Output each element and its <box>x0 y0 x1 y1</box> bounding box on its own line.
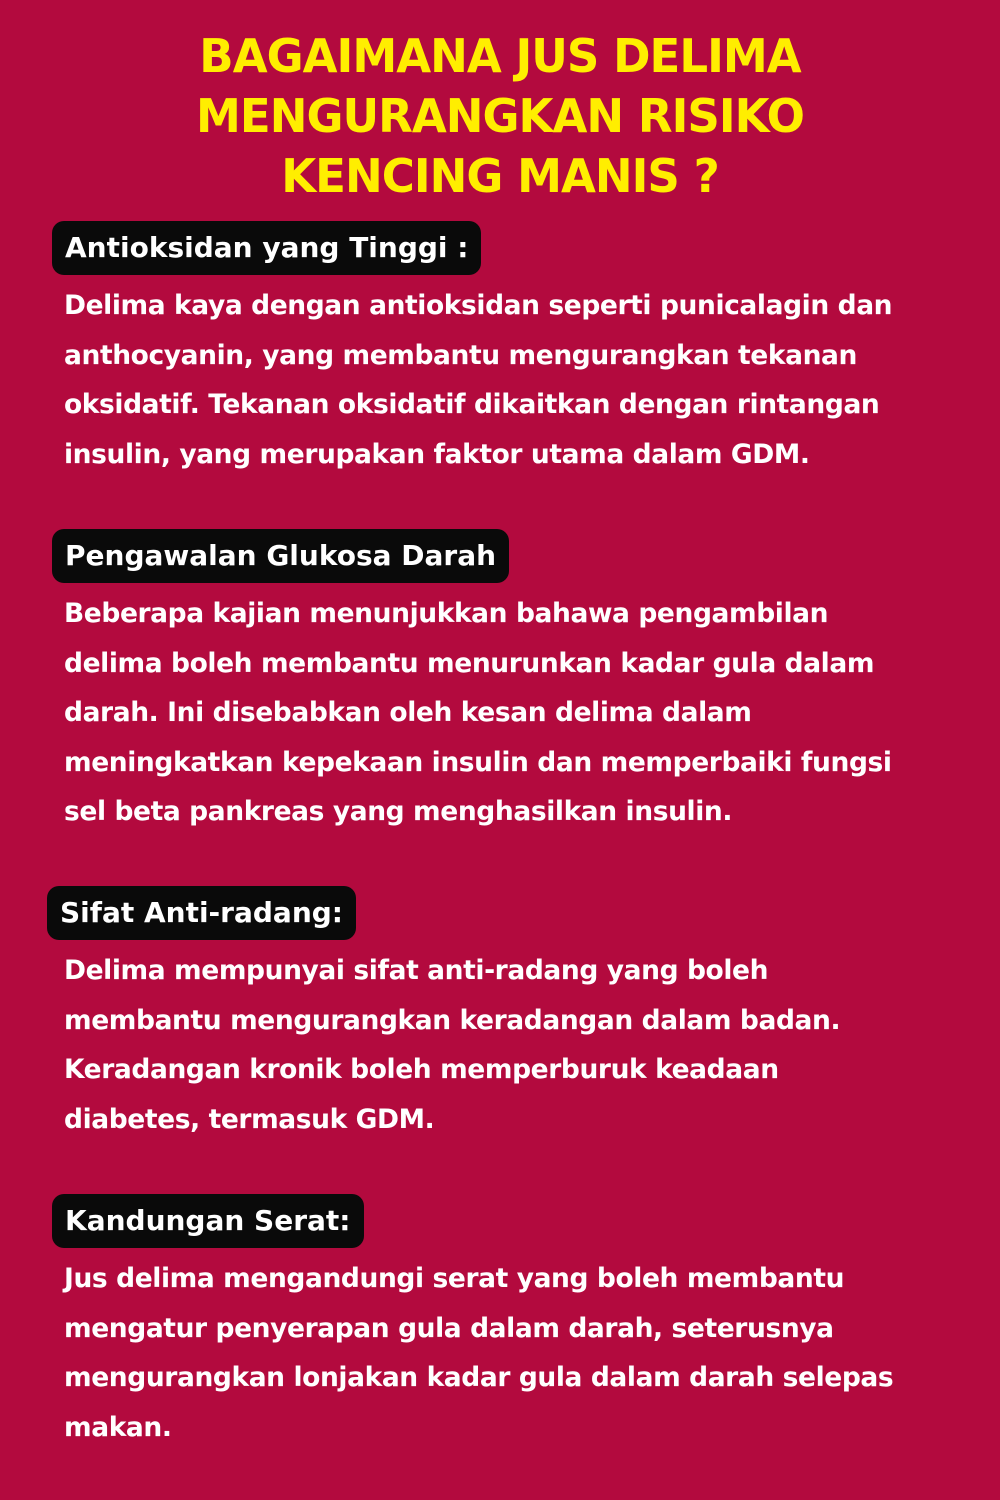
body-line: oksidatif. Tekanan oksidatif dikaitkan dengan rintangan <box>64 389 880 420</box>
section-body-kandungan-serat <box>64 1254 974 1452</box>
page-title <box>0 26 1000 206</box>
section-body-pengawalan-glukosa <box>64 589 974 837</box>
body-line: sel beta pankreas yang menghasilkan insulin. <box>64 796 733 827</box>
body-line: Jus delima mengandungi serat yang boleh membantu <box>64 1263 845 1294</box>
section-heading-antioksidan: Antioksidan yang Tinggi : <box>52 221 481 275</box>
section-body-antioksidan <box>64 281 974 479</box>
body-line: makan. <box>64 1411 172 1443</box>
body-line: meningkatkan kepekaan insulin dan memperbaiki fungsi <box>64 746 892 778</box>
body-line: Delima mempunyai sifat anti-radang yang boleh <box>64 955 769 986</box>
section-heading-anti-radang: Sifat Anti-radang: <box>47 886 356 940</box>
body-line: mengurangkan lonjakan kadar gula dalam darah selepas <box>64 1362 894 1393</box>
body-line: darah. Ini disebabkan oleh kesan delima dalam <box>64 697 752 728</box>
body-line: Delima kaya dengan antioksidan seperti punicalagin dan <box>64 290 893 321</box>
body-line: anthocyanin, yang membantu mengurangkan tekanan <box>64 339 857 371</box>
body-line: Keradangan kronik boleh memperburuk keadaan <box>64 1054 779 1085</box>
section-body-anti-radang <box>64 946 974 1144</box>
section-heading-pengawalan-glukosa: Pengawalan Glukosa Darah <box>52 529 509 583</box>
title-line: BAGAIMANA JUS DELIMA <box>199 29 801 83</box>
title-line: KENCING MANIS ? <box>281 149 719 203</box>
body-line: mengatur penyerapan gula dalam darah, seterusnya <box>64 1312 834 1344</box>
section-heading-kandungan-serat: Kandungan Serat: <box>52 1194 364 1248</box>
body-line: delima boleh membantu menurunkan kadar gula dalam <box>64 647 875 679</box>
body-line: diabetes, termasuk GDM. <box>64 1103 435 1135</box>
body-line: membantu mengurangkan keradangan dalam badan. <box>64 1004 841 1036</box>
body-line: insulin, yang merupakan faktor utama dalam GDM. <box>64 438 810 470</box>
body-line: Beberapa kajian menunjukkan bahawa pengambilan <box>64 598 829 629</box>
title-line: MENGURANGKAN RISIKO <box>196 89 804 143</box>
